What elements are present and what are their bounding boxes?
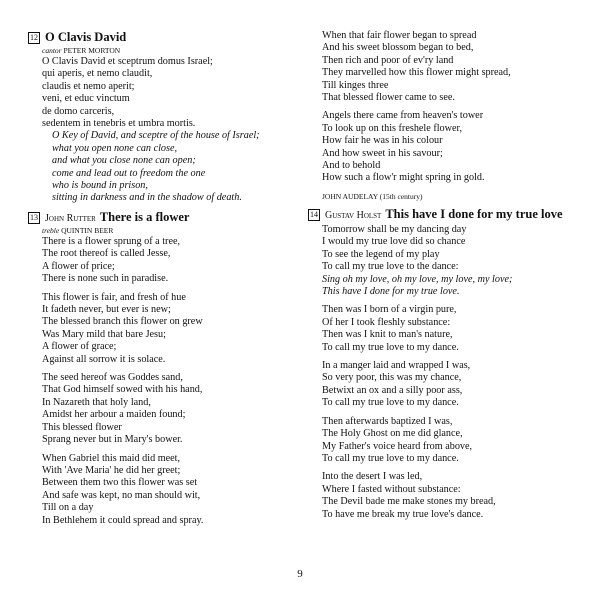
- stanza: [322, 471, 578, 521]
- text-line: Till on a day: [42, 502, 94, 514]
- latin-text: [28, 56, 298, 130]
- stanza: [322, 30, 578, 104]
- text-line: come and lead out to freedom the one: [52, 167, 206, 179]
- lyrics: [308, 224, 578, 521]
- composer-name: Gustav Holst: [325, 210, 382, 221]
- song-12: [28, 30, 298, 205]
- text-line: O Clavis David et sceptrum domus Israel;: [42, 56, 213, 67]
- text-line: The Holy Ghost on me did glance,: [322, 428, 463, 440]
- text-line: To call my true love to my dance.: [322, 341, 459, 353]
- text-line: That God himself sowed with his hand,: [42, 384, 203, 396]
- text-line: In Nazareth that holy land,: [42, 396, 151, 408]
- text-line: Then afterwards baptized I was,: [322, 415, 453, 427]
- text-line: The root thereof is called Jesse,: [42, 248, 171, 260]
- text-line: To have me break my true love's dance.: [322, 508, 484, 520]
- text-line: The seed hereof was Goddes sand,: [42, 372, 183, 384]
- track-number: 14: [310, 210, 318, 219]
- stanza: [322, 224, 578, 298]
- text-line: qui aperis, et nemo claudit,: [42, 68, 153, 80]
- song-heading: [28, 210, 298, 225]
- text-line: Against all sorrow it is solace.: [42, 353, 166, 365]
- song-title: O Clavis David: [45, 30, 127, 44]
- stanza: [322, 304, 578, 354]
- text-line: How fair he was in his colour: [322, 135, 443, 147]
- text-line: And to behold: [322, 160, 381, 172]
- refrain-line: This have I done for my true love.: [322, 286, 460, 298]
- text-line: Between them two this flower was set: [42, 477, 198, 489]
- text-line: Sprang never but in Mary's bower.: [42, 434, 183, 446]
- text-line: Angels there came from heaven's tower: [322, 110, 484, 122]
- text-line: Into the desert I was led,: [322, 471, 423, 483]
- text-line: And his sweet blossom began to bed,: [322, 42, 474, 54]
- text-line: Then rich and poor of ev'ry land: [322, 54, 454, 66]
- text-line: This blessed flower: [42, 421, 122, 433]
- performer-credit: treble QUINTIN BEER: [42, 226, 114, 235]
- text-line: who is bound in prison,: [52, 180, 148, 192]
- stanza: [322, 416, 578, 466]
- text-line: claudis et nemo aperit;: [42, 80, 135, 92]
- text-line: Amidst her arbour a maiden found;: [42, 409, 186, 421]
- text-line: de domo carceris,: [42, 105, 115, 117]
- performer-credit: cantor PETER MORTON: [42, 46, 121, 55]
- refrain-line: Sing oh my love, oh my love, my love, my love;: [322, 273, 513, 285]
- page-number: 9: [297, 568, 303, 580]
- text-line: Then was I born of a virgin pure,: [322, 304, 457, 316]
- text-line: A flower of grace;: [42, 341, 117, 353]
- lyrics: [28, 236, 298, 527]
- text-line: To call my true love to the dance:: [322, 261, 459, 273]
- song-heading: [28, 30, 298, 45]
- song-title: This have I done for my true love: [385, 207, 563, 221]
- text-line: what you open none can close,: [52, 142, 178, 154]
- song-heading: [308, 207, 578, 222]
- text-line: That blessed flower came to see.: [322, 92, 455, 104]
- text-line: When that fair flower began to spread: [322, 30, 477, 41]
- text-line: Tomorrow shall be my dancing day: [322, 224, 467, 235]
- track-number: 12: [30, 33, 38, 42]
- stanza: [42, 453, 298, 527]
- text-line: To see the legend of my play: [322, 248, 440, 260]
- text-line: Till kinges three: [322, 79, 389, 91]
- song-14: [308, 207, 578, 527]
- text-line: Then was I knit to man's nature,: [322, 329, 453, 341]
- text-line: Where I fasted without substance:: [322, 483, 461, 495]
- text-attribution: JOHN AUDELAY (15th century): [322, 191, 423, 201]
- text-line: With 'Ave Maria' he did her greet;: [42, 464, 181, 476]
- stanza: [322, 360, 578, 410]
- text-line: A flower of price;: [42, 260, 115, 272]
- text-line: There is none such in paradise.: [42, 273, 169, 285]
- stanza: [322, 110, 578, 184]
- track-number: 13: [30, 213, 38, 222]
- text-line: Betwixt an ox and a silly poor ass,: [322, 384, 463, 396]
- text-line: This flower is fair, and fresh of hue: [42, 291, 186, 303]
- text-line: It fadeth never, but ever is new;: [42, 304, 171, 316]
- text-line: When Gabriel this maid did meet,: [42, 452, 181, 464]
- text-line: To call my true love to my dance.: [322, 397, 459, 409]
- stanza: [42, 236, 298, 286]
- text-line: and what you close none can open;: [52, 155, 196, 167]
- text-line: So very poor, this was my chance,: [322, 372, 462, 384]
- text-line: To call my true love to my dance.: [322, 452, 459, 464]
- text-line: veni, et educ vinctum: [42, 93, 130, 105]
- text-line: O Key of David, and sceptre of the house of Israel;: [52, 130, 260, 142]
- text-line: In a manger laid and wrapped I was,: [322, 360, 471, 372]
- text-line: To look up on this freshele flower,: [322, 122, 463, 134]
- text-line: Was Mary mild that bare Jesu;: [42, 328, 166, 340]
- stanza: [42, 292, 298, 366]
- text-line: sitting in darkness and in the shadow of death.: [52, 192, 242, 204]
- text-line: My Father's voice heard from above,: [322, 440, 473, 452]
- lyrics: [308, 30, 578, 185]
- text-line: Of her I took fleshly substance:: [322, 316, 451, 328]
- text-line: There is a flower sprung of a tree,: [42, 236, 181, 247]
- text-line: How such a flow'r might spring in gold.: [322, 172, 485, 184]
- song-13: [28, 210, 298, 533]
- text-line: I would my true love did so chance: [322, 236, 466, 248]
- text-line: And safe was kept, no man should wit,: [42, 489, 201, 501]
- text-line: The blessed branch this flower on grew: [42, 316, 203, 328]
- text-line: sedentem in tenebris et umbra mortis.: [42, 118, 196, 130]
- english-translation: [28, 130, 298, 204]
- stanza: [42, 372, 298, 446]
- song-title: There is a flower: [99, 210, 190, 224]
- text-line: In Bethlehem it could spread and spray.: [42, 514, 204, 526]
- text-line: They marvelled how this flower might spread,: [322, 67, 511, 79]
- song-13-continued: [308, 30, 578, 202]
- text-line: The Devil bade me make stones my bread,: [322, 496, 496, 508]
- composer-name: John Rutter: [45, 213, 96, 224]
- text-line: And how sweet in his savour;: [322, 147, 443, 159]
